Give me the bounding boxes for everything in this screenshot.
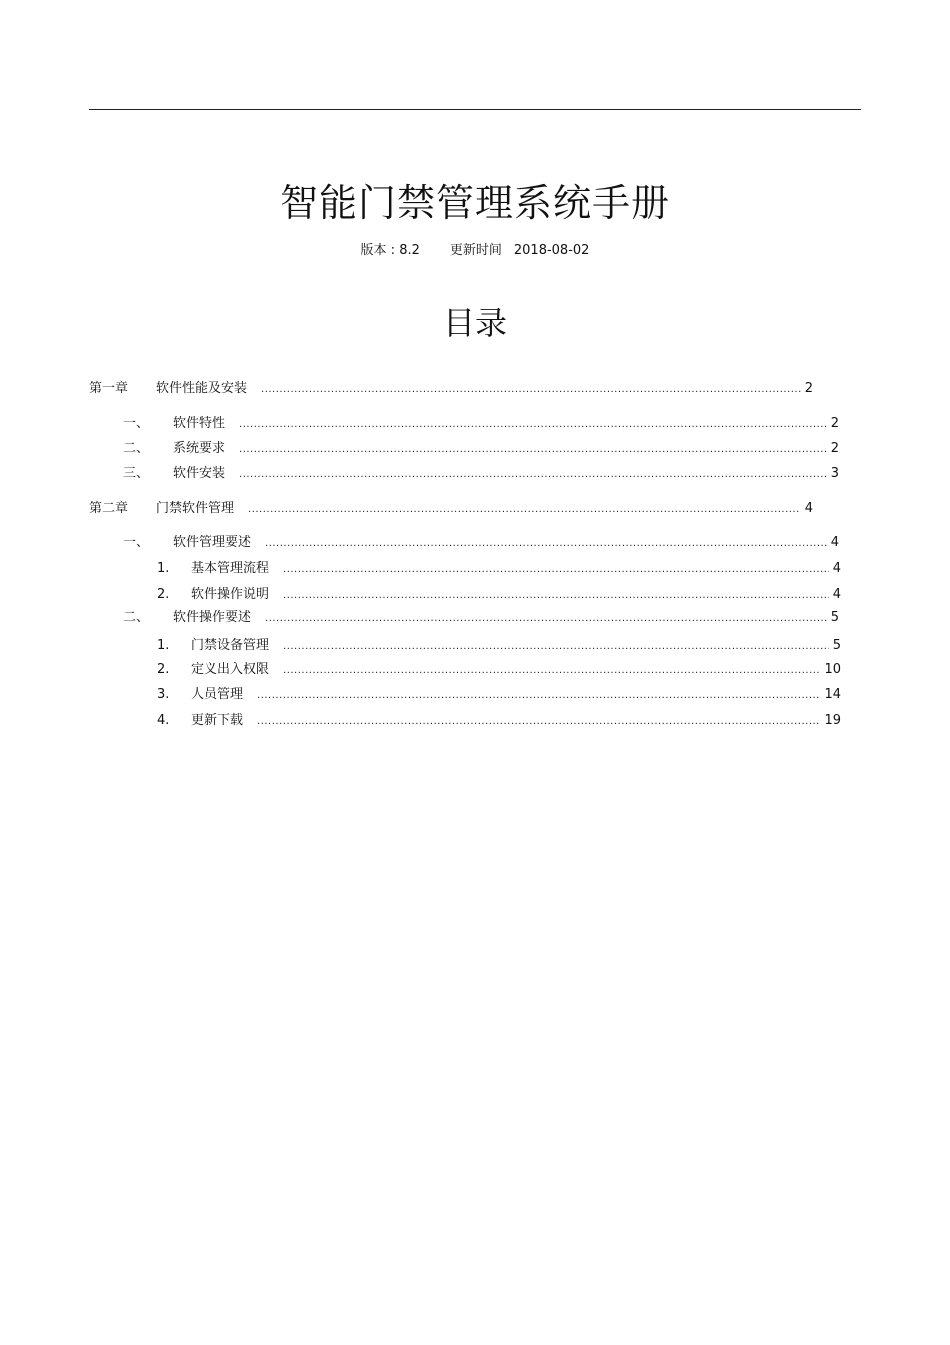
toc-entry-2-2[interactable] — [123, 606, 839, 624]
update-date: 2018-08-02 — [513, 243, 590, 258]
toc-page: 14 — [824, 687, 841, 702]
toc-leader-dots — [239, 444, 827, 455]
toc-leader-dots — [265, 538, 827, 549]
update-label: 更新时间 — [449, 243, 502, 258]
toc-label: 门禁设备管理 — [191, 638, 270, 653]
toc-page: 10 — [824, 662, 841, 677]
toc-entry-2-1[interactable] — [123, 531, 839, 549]
toc-leader-dots — [257, 690, 820, 701]
document-meta — [0, 239, 950, 258]
toc-label: 软件操作要述 — [173, 610, 252, 625]
toc-leader-dots — [239, 419, 827, 430]
toc-leader-dots — [248, 504, 801, 515]
toc-label: 更新下载 — [191, 713, 244, 728]
document-title: 智能门禁管理系统手册 — [279, 181, 670, 225]
toc-label: 门禁软件管理 — [156, 501, 235, 516]
toc-number: 1. — [157, 638, 170, 653]
toc-entry-2-1-2[interactable] — [157, 583, 841, 601]
toc-entry-chapter-2[interactable] — [89, 497, 813, 515]
toc-leader-dots — [257, 716, 820, 727]
toc-page: 19 — [824, 713, 841, 728]
toc-page: 4 — [832, 561, 841, 576]
toc-entry-2-2-1[interactable] — [157, 634, 841, 652]
toc-leader-dots — [283, 590, 829, 601]
toc-entry-1-3[interactable] — [123, 462, 839, 480]
toc-page: 5 — [832, 638, 841, 653]
toc-entry-1-2[interactable] — [123, 437, 839, 455]
toc-number: 一、 — [123, 535, 150, 550]
toc-label: 软件性能及安装 — [156, 381, 248, 396]
version-label: 版本 : 8.2 — [360, 243, 420, 258]
toc-number: 二、 — [123, 441, 150, 456]
toc-entry-chapter-1[interactable] — [89, 377, 813, 395]
toc-entry-2-1-1[interactable] — [157, 557, 841, 575]
header-rule — [89, 109, 861, 110]
toc-label: 基本管理流程 — [191, 561, 270, 576]
toc-title: 目录 — [442, 304, 507, 342]
toc-label: 系统要求 — [173, 441, 226, 456]
toc-number: 第二章 — [89, 501, 129, 516]
toc-number: 第一章 — [89, 381, 129, 396]
toc-label: 人员管理 — [191, 687, 244, 702]
toc-label: 软件管理要述 — [173, 535, 252, 550]
toc-leader-dots — [261, 384, 801, 395]
toc-leader-dots — [283, 641, 829, 652]
toc-entry-2-2-3[interactable] — [157, 683, 841, 701]
toc-number: 2. — [157, 587, 170, 602]
toc-entry-1-1[interactable] — [123, 412, 839, 430]
toc-page: 5 — [830, 610, 839, 625]
toc-label: 软件安装 — [173, 466, 226, 481]
toc-number: 4. — [157, 713, 170, 728]
toc-leader-dots — [283, 564, 829, 575]
toc-number: 三、 — [123, 466, 150, 481]
toc-entry-2-2-2[interactable] — [157, 658, 841, 676]
toc-label: 软件操作说明 — [191, 587, 270, 602]
toc-page: 3 — [830, 466, 839, 481]
toc-page: 2 — [830, 441, 839, 456]
toc-label: 软件特性 — [173, 416, 226, 431]
toc-number: 二、 — [123, 610, 150, 625]
toc-page: 4 — [804, 501, 813, 516]
toc-page: 4 — [830, 535, 839, 550]
toc-number: 一、 — [123, 416, 150, 431]
toc-label: 定义出入权限 — [191, 662, 270, 677]
toc-leader-dots — [283, 665, 820, 676]
toc-entry-2-2-4[interactable] — [157, 709, 841, 727]
toc-page: 2 — [830, 416, 839, 431]
toc-leader-dots — [239, 469, 827, 480]
toc-number: 2. — [157, 662, 170, 677]
toc-page: 2 — [804, 381, 813, 396]
toc-leader-dots — [265, 613, 827, 624]
toc-number: 1. — [157, 561, 170, 576]
toc-page: 4 — [832, 587, 841, 602]
toc-number: 3. — [157, 687, 170, 702]
